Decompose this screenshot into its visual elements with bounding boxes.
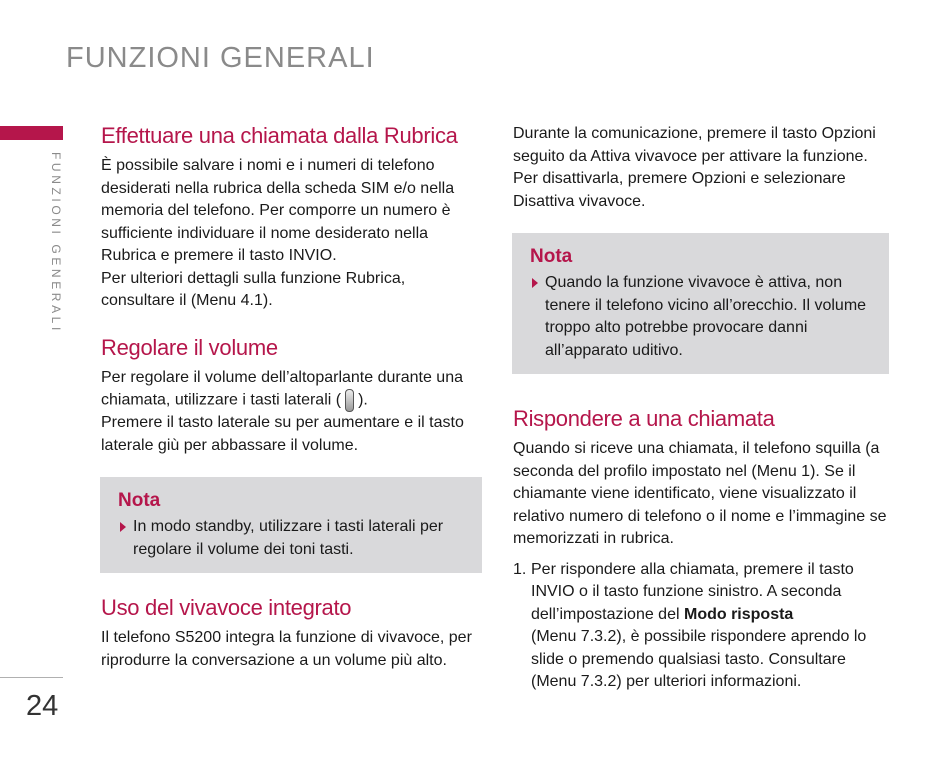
list-item-text-part: Per rispondere alla chiamata, premere il tasto INVIO o il tasto funzione sinistro. A seconda dell’impostazione del	[531, 560, 854, 623]
list-item	[513, 559, 888, 694]
numbered-list	[513, 559, 888, 694]
paragraph: Quando si riceve una chiamata, il telefono squilla (a seconda del profilo impostato nel (Menu 1). Se il chiamante viene identificato, viene visualizzato il relativo numero di telefono o il nome e l’immagine se memorizzati in rubrica.	[513, 440, 887, 547]
note-body	[118, 516, 466, 561]
section-adjust-volume	[101, 333, 481, 458]
note-body	[530, 272, 873, 362]
paragraph-text: Per regolare il volume dell’altoparlante durante una chiamata, utilizzare i tasti laterali (	[101, 368, 463, 409]
section-answer-call	[513, 404, 888, 694]
left-column	[101, 121, 481, 692]
note-title: Nota	[530, 246, 573, 267]
note-title: Nota	[118, 490, 161, 512]
paragraph	[101, 367, 481, 413]
triangle-right-icon	[532, 278, 538, 288]
section-speakerphone	[101, 593, 481, 672]
section-heading: Regolare il volume	[101, 334, 278, 360]
paragraph: Per ulteriori dettagli sulla funzione Rubrica, consultare il (Menu 4.1).	[101, 269, 406, 309]
page-number-rule	[0, 677, 63, 678]
section-heading: Rispondere a una chiamata	[513, 406, 775, 431]
page-header-title: FUNZIONI GENERALI	[66, 42, 375, 74]
side-section-label: FUNZIONI GENERALI	[49, 152, 63, 334]
section-call-from-phonebook	[101, 121, 481, 313]
section-heading: Uso del vivavoce integrato	[101, 595, 352, 621]
right-column	[513, 123, 888, 714]
page-number: 24	[26, 690, 59, 722]
paragraph: Durante la comunicazione, premere il tasto Opzioni seguito da Attiva vivavoce per attivare la funzione. Per disattivarla, premere Opzioni e selezionare Disattiva vivavoce.	[513, 125, 876, 210]
list-item-text	[531, 559, 888, 694]
section-heading: Effettuare una chiamata dalla Rubrica	[101, 123, 458, 148]
menu-option-name: Modo risposta	[683, 605, 794, 623]
list-item-number: 1.	[513, 560, 527, 578]
note-text: Quando la funzione vivavoce è attiva, non tenere il telefono vicino all’orecchio. Il volume troppo alto potrebbe provocare danni all’apparato uditivo.	[545, 274, 867, 359]
note-box	[100, 477, 482, 573]
paragraph: Il telefono S5200 integra la funzione di vivavoce, per riprodurre la conversazione a un volume più alto.	[101, 629, 472, 669]
note-text: In modo standby, utilizzare i tasti laterali per regolare il volume dei toni tasti.	[133, 518, 444, 558]
paragraph: Premere il tasto laterale su per aumentare e il tasto laterale giù per abbassare il volume.	[101, 414, 464, 454]
note-box	[512, 233, 889, 374]
list-item-text-part: (Menu 7.3.2), è possibile rispondere aprendo lo slide o premendo qualsiasi tasto. Consultare (Menu 7.3.2) per ulteriori informazioni.	[531, 628, 867, 690]
side-key-icon	[345, 389, 354, 412]
paragraph: È possibile salvare i nomi e i numeri di telefono desiderati nella rubrica della scheda SIM e/o nella memoria del telefono. Per comporre un numero è sufficiente individuare il nome desiderato nella Rubrica e premere il tasto INVIO.	[101, 157, 455, 264]
paragraph-text: ).	[358, 391, 368, 409]
section-marker-bar	[0, 126, 63, 140]
triangle-right-icon	[120, 522, 126, 532]
